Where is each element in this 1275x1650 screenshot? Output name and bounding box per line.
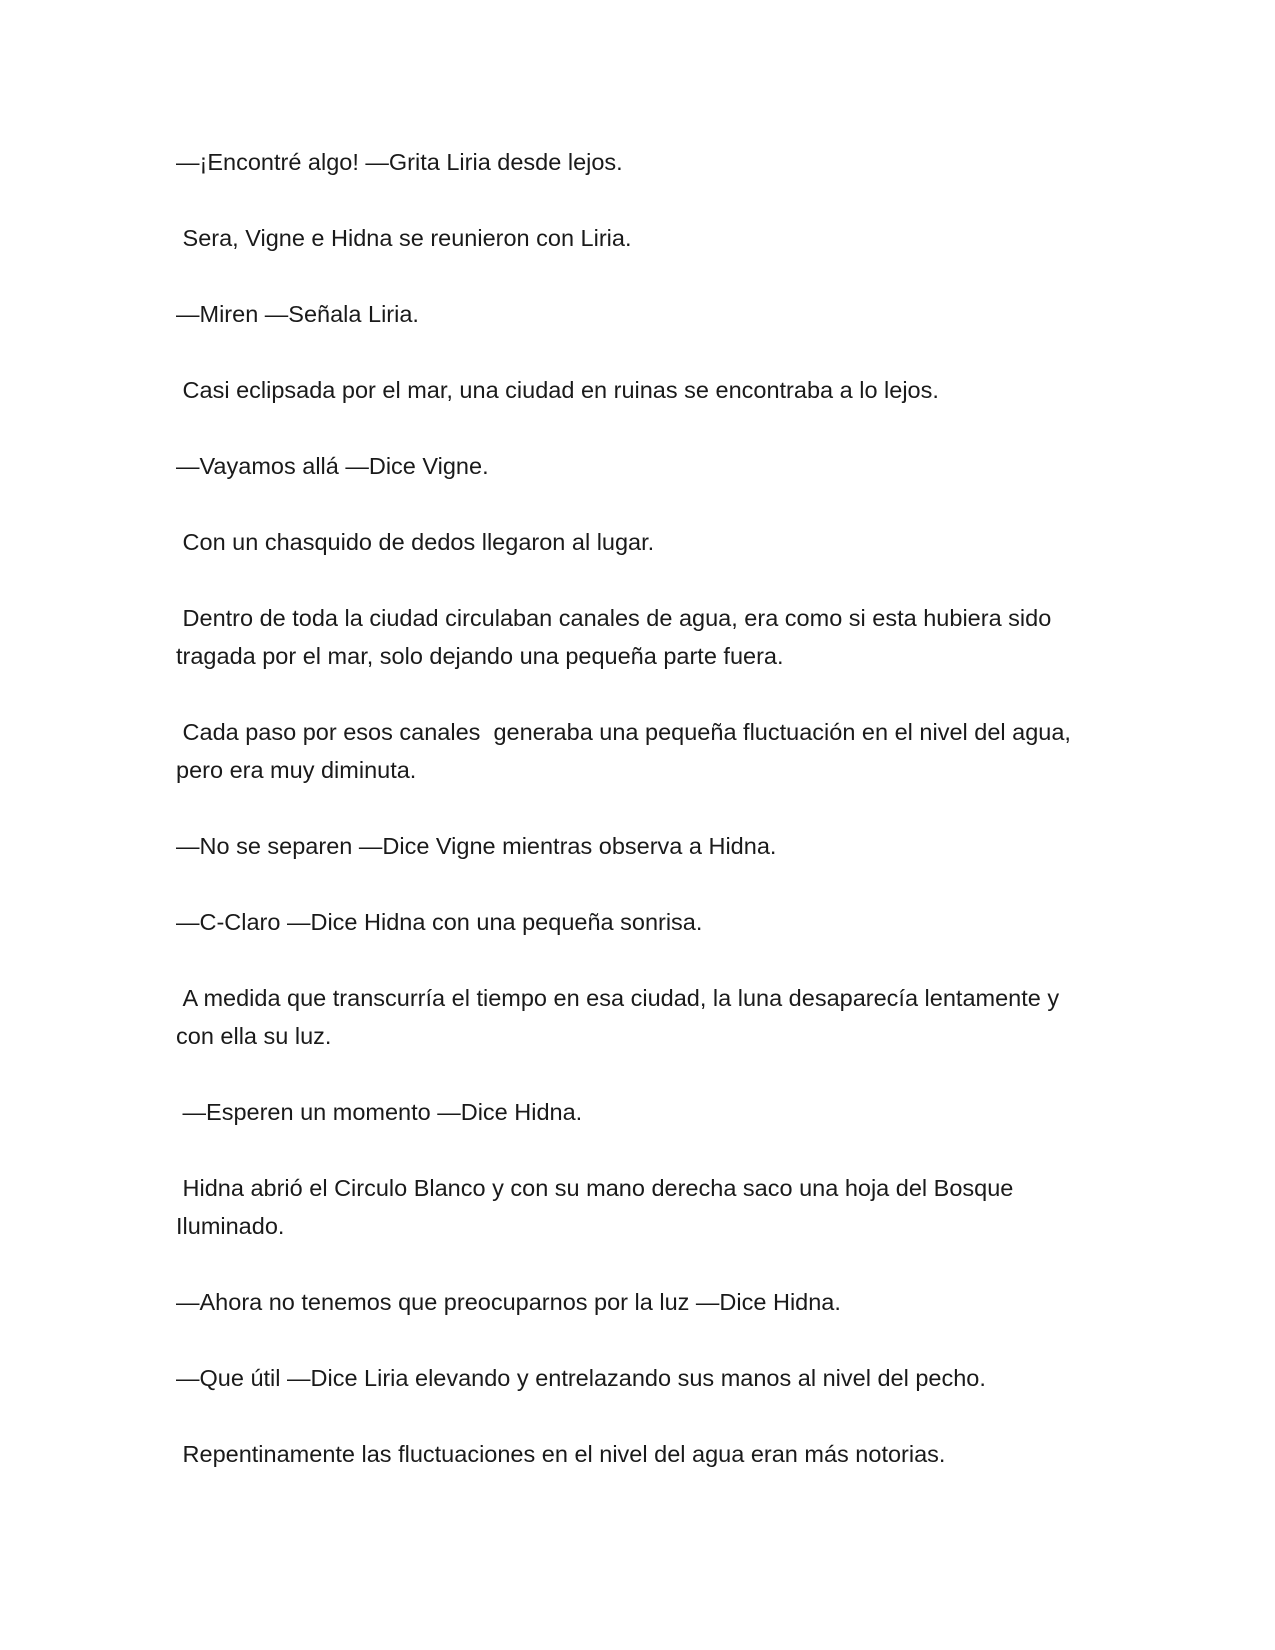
paragraph: —No se separen —Dice Vigne mientras observa a Hidna. bbox=[176, 833, 777, 859]
paragraph: Con un chasquido de dedos llegaron al lugar. bbox=[176, 529, 655, 555]
paragraph: Cada paso por esos canales generaba una pequeña fluctuación en el nivel del agua, pero era muy diminuta. bbox=[176, 719, 1078, 783]
paragraph: Sera, Vigne e Hidna se reunieron con Liria. bbox=[176, 225, 632, 251]
paragraph: Casi eclipsada por el mar, una ciudad en ruinas se encontraba a lo lejos. bbox=[176, 377, 939, 403]
paragraph: —Ahora no tenemos que preocuparnos por la luz —Dice Hidna. bbox=[176, 1289, 841, 1315]
paragraph: —Esperen un momento —Dice Hidna. bbox=[176, 1099, 583, 1125]
paragraph: —Vayamos allá —Dice Vigne. bbox=[176, 453, 489, 479]
paragraph: Repentinamente las fluctuaciones en el nivel del agua eran más notorias. bbox=[176, 1441, 946, 1467]
paragraph: —¡Encontré algo! —Grita Liria desde lejos. bbox=[176, 149, 623, 175]
paragraph: A medida que transcurría el tiempo en esa ciudad, la luna desaparecía lentamente y con ella su luz. bbox=[176, 985, 1066, 1049]
paragraph: Dentro de toda la ciudad circulaban canales de agua, era como si esta hubiera sido tragada por el mar, solo dejando una pequeña parte fuera. bbox=[176, 605, 1058, 669]
paragraph: —C-Claro —Dice Hidna con una pequeña sonrisa. bbox=[176, 909, 703, 935]
paragraph: —Miren —Señala Liria. bbox=[176, 301, 419, 327]
paragraph: Hidna abrió el Circulo Blanco y con su mano derecha saco una hoja del Bosque Iluminado. bbox=[176, 1175, 1020, 1239]
paragraph: —Que útil —Dice Liria elevando y entrelazando sus manos al nivel del pecho. bbox=[176, 1365, 986, 1391]
document-body bbox=[176, 143, 1096, 1511]
